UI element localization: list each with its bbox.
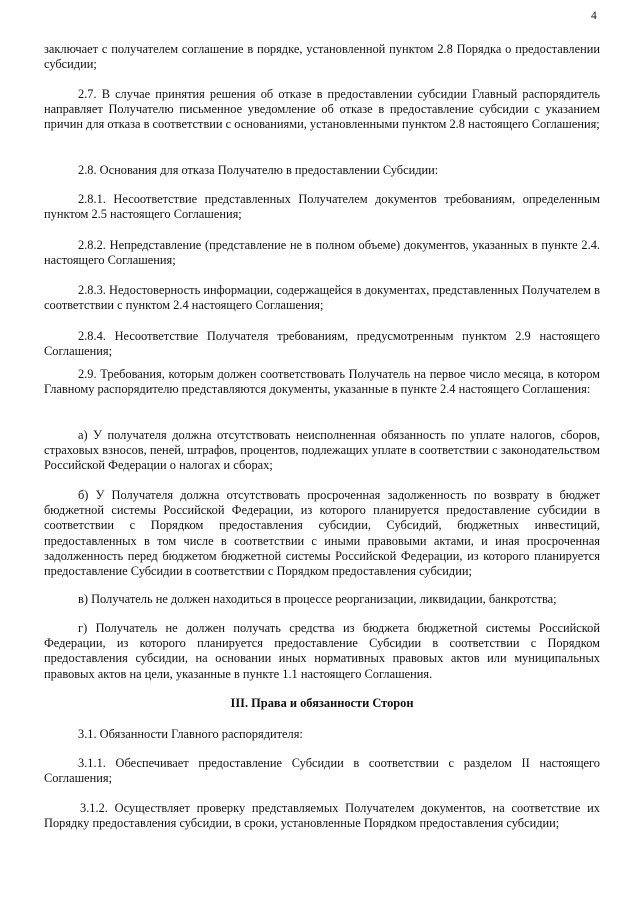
- paragraph-2-8-2: 2.8.2. Непредставление (представление не в полном объеме) документов, указанных в пункте 2.4. настоящего Соглашения;: [44, 238, 600, 268]
- paragraph-2-9: 2.9. Требования, которым должен соответствовать Получатель на первое число месяца, в котором Главному распорядителю представляются документы, указанные в пункте 2.4 настоящего Соглашения:: [44, 367, 600, 397]
- paragraph-2-8-4: 2.8.4. Несоответствие Получателя требованиям, предусмотренным пунктом 2.9 настоящего Соглашения;: [44, 329, 600, 359]
- paragraph-2-8-1: 2.8.1. Несоответствие представленных Получателем документов требованиям, определенным пунктом 2.5 настоящего Соглашения;: [44, 192, 600, 222]
- paragraph-3-1-2: 3.1.2. Осуществляет проверку представляемых Получателем документов, на соответствие их Порядку предоставления субсидии, в сроки, установленные Порядком предоставления субсидии;: [44, 801, 600, 831]
- paragraph-requirement-v: в) Получатель не должен находиться в процессе реорганизации, ликвидации, банкротства;: [78, 592, 557, 606]
- paragraph-requirement-b: б) У Получателя должна отсутствовать просроченная задолженность по возврату в бюджет бюджетной системы Российской Федерации, из которого планируется предоставление субсидии в соответствии с Порядком предоставления субсидии, Субсидий, бюджетных инвестиций, предоставленных в том числе в соответствии с иными правовыми актами, и иная просроченная задолженность перед бюджетом бюджетной системы Российской Федерации, из которого планируется предоставление Субсидии в соответствии с Порядком предоставления субсидии;: [44, 488, 600, 579]
- paragraph-2-8: 2.8. Основания для отказа Получателю в предоставлении Субсидии:: [78, 163, 439, 177]
- page-number: 4: [591, 10, 597, 22]
- paragraph-requirement-g: г) Получатель не должен получать средства из бюджета бюджетной системы Российской Федерации, из которого планируется предоставление Субсидии в соответствии с Порядком предоставления субсидии, на основании иных нормативных правовых актов или муниципальных правовых актов на цели, указанные в пункте 1.1 настоящего Соглашения.: [44, 621, 600, 681]
- paragraph-continuation: заключает с получателем соглашение в порядке, установленной пунктом 2.8 Порядка о предоставлении субсидии;: [44, 42, 600, 72]
- paragraph-3-1-1: 3.1.1. Обеспечивает предоставление Субсидии в соответствии с разделом II настоящего Соглашения;: [44, 756, 600, 786]
- paragraph-requirement-a: а) У получателя должна отсутствовать неисполненная обязанность по уплате налогов, сборов, страховых взносов, пеней, штрафов, процентов, подлежащих уплате в соответствии с законодательством Российской Федерации о налогах и сборах;: [44, 428, 600, 473]
- paragraph-3-1: 3.1. Обязанности Главного распорядителя:: [78, 727, 303, 741]
- paragraph-2-8-3: 2.8.3. Недостоверность информации, содержащейся в документах, представленных Получателем в соответствии с пунктом 2.4 настоящего Соглашения;: [44, 283, 600, 313]
- section-heading: III. Права и обязанности Сторон: [230, 696, 414, 710]
- paragraph-2-7: 2.7. В случае принятия решения об отказе в предоставлении субсидии Главный распорядитель направляет Получателю письменное уведомление об отказе в предоставление субсидии с указанием причин для отказа в соответствии с основаниями, установленными пунктом 2.8 настоящего Соглашения;: [44, 87, 600, 132]
